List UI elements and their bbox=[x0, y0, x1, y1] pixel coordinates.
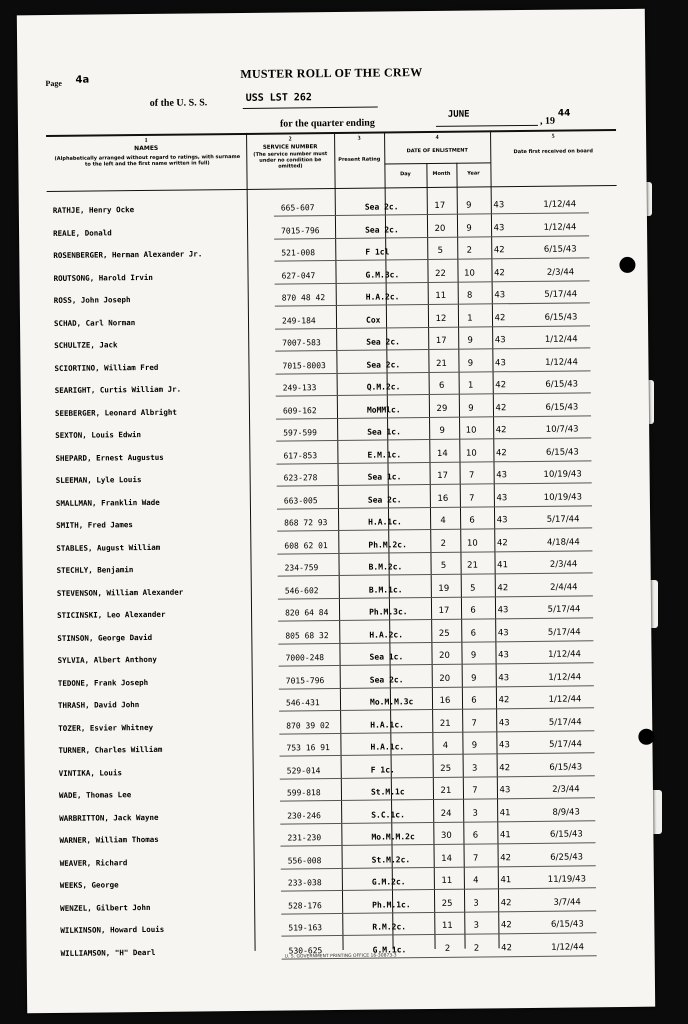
rating-col-title: Present Rating bbox=[338, 156, 381, 163]
service-number: 234-759 bbox=[284, 563, 319, 573]
crew-name: STECHLY, Benjamin bbox=[56, 565, 134, 575]
crew-name: SCHULTZE, Jack bbox=[54, 340, 118, 350]
enlistment-day: 25 bbox=[441, 898, 453, 909]
date-received: 5/17/44 bbox=[546, 514, 580, 525]
present-rating: H.A.2c. bbox=[369, 629, 404, 640]
service-number: 597-599 bbox=[283, 428, 317, 438]
service-number: 609-162 bbox=[282, 405, 317, 416]
date-received: 6/15/43 bbox=[549, 761, 583, 773]
enlistment-month: 6 bbox=[470, 628, 477, 639]
service-number: 7000-248 bbox=[285, 653, 325, 663]
enlistment-month: 6 bbox=[471, 695, 477, 706]
enlistment-year: 42 bbox=[498, 695, 510, 706]
date-received: 6/15/43 bbox=[543, 244, 577, 255]
crew-name: REALE, Donald bbox=[53, 227, 112, 238]
received-col-number: 5 bbox=[551, 133, 555, 140]
enlistment-day: 17 bbox=[437, 470, 449, 481]
enlistment-col-number: 4 bbox=[435, 134, 439, 141]
enlistment-month: 2 bbox=[466, 245, 473, 256]
enlistment-year: 42 bbox=[495, 447, 507, 458]
ship-name: USS LST 262 bbox=[245, 92, 312, 104]
enlistment-year: 42 bbox=[495, 402, 507, 413]
service-number: 870 39 02 bbox=[286, 720, 330, 731]
enlistment-year: 42 bbox=[499, 762, 511, 773]
present-rating: E.M.1c. bbox=[367, 449, 402, 460]
date-received: 2/3/44 bbox=[552, 784, 580, 795]
enlistment-month: 10 bbox=[464, 268, 475, 279]
crew-name: TEDONE, Frank Joseph bbox=[57, 677, 149, 688]
crew-name: WARBRITTON, Jack Wayne bbox=[59, 812, 159, 823]
service-col-title: SERVICE NUMBER bbox=[262, 144, 318, 151]
enlistment-day: 11 bbox=[441, 920, 453, 931]
service-number: 7015-796 bbox=[285, 675, 325, 686]
enlistment-year: 42 bbox=[494, 267, 505, 278]
date-received: 5/17/44 bbox=[548, 716, 582, 728]
enlistment-month: 21 bbox=[467, 560, 479, 571]
enlistment-year: 43 bbox=[498, 740, 510, 751]
present-rating: B.M.1c. bbox=[368, 584, 403, 595]
present-rating: F 1c. bbox=[370, 764, 395, 775]
present-rating: Sea 2c. bbox=[366, 337, 400, 347]
date-received: 1/12/44 bbox=[544, 334, 578, 345]
service-number: 528-176 bbox=[288, 900, 322, 911]
enlistment-day: 30 bbox=[440, 830, 452, 841]
service-number: 546-431 bbox=[285, 698, 320, 708]
date-received: 6/15/43 bbox=[545, 446, 579, 458]
enlistment-year: 42 bbox=[500, 852, 512, 863]
crew-name: RATHJE, Henry Ocke bbox=[52, 205, 135, 215]
enlistment-year: 43 bbox=[497, 627, 509, 638]
enlistment-month: 10 bbox=[465, 448, 477, 459]
enlistment-year: 41 bbox=[497, 560, 509, 571]
service-number: 529-014 bbox=[286, 765, 321, 776]
present-rating: St.M.1c bbox=[370, 787, 405, 797]
enlistment-day: 17 bbox=[434, 200, 446, 211]
quarter-underline bbox=[436, 125, 538, 127]
crew-name: ROSENBERGER, Herman Alexander Jr. bbox=[53, 249, 203, 260]
date-received: 11/19/43 bbox=[547, 874, 587, 885]
enlistment-year: 42 bbox=[496, 537, 508, 548]
enlistment-day: 2 bbox=[444, 943, 451, 954]
service-number: 868 72 93 bbox=[284, 518, 328, 528]
service-number: 608 62 01 bbox=[284, 540, 328, 551]
enlistment-day: 24 bbox=[440, 808, 452, 819]
crew-name: VINTIKA, Louis bbox=[58, 767, 122, 778]
crew-name: STINSON, George David bbox=[57, 632, 153, 643]
present-rating: R.M.2c. bbox=[372, 922, 407, 932]
crew-name: ROSS, John Joseph bbox=[53, 295, 131, 305]
enlistment-month: 6 bbox=[472, 830, 479, 841]
enlistment-year: 43 bbox=[494, 290, 506, 301]
page-number: 4a bbox=[75, 74, 90, 86]
present-rating: St.M.2c. bbox=[371, 854, 411, 865]
enlistment-year: 43 bbox=[498, 650, 509, 661]
present-rating: Ph.M.1c. bbox=[372, 899, 411, 910]
enlistment-year: 42 bbox=[493, 245, 505, 256]
date-received: 2/3/44 bbox=[546, 266, 575, 278]
crew-name: SYLVIA, Albert Anthony bbox=[57, 654, 157, 665]
date-received: 3/7/44 bbox=[553, 896, 581, 908]
present-rating: F 1cl bbox=[365, 247, 390, 257]
enlistment-month: 7 bbox=[468, 470, 475, 481]
page-label: Page bbox=[45, 78, 62, 89]
crew-name: WEEKS, George bbox=[59, 880, 119, 890]
present-rating: H.A.1c. bbox=[368, 517, 402, 527]
enlistment-day: 6 bbox=[438, 380, 445, 391]
enlistment-day: 5 bbox=[440, 560, 447, 571]
crew-name: STABLES, August William bbox=[56, 542, 161, 553]
service-number: 521-008 bbox=[281, 248, 316, 258]
enlistment-month: 9 bbox=[470, 673, 477, 684]
service-number: 7015-796 bbox=[281, 225, 320, 236]
enlistment-month: 5 bbox=[470, 583, 476, 594]
names-col-note: (Alphabetically arranged without regard to ratings, with surname to the left and the first name written in full) bbox=[54, 153, 241, 168]
present-rating: Mo.M.M.3c bbox=[369, 697, 414, 707]
present-rating: Sea 2c. bbox=[365, 224, 399, 235]
crew-name: SHEPARD, Ernest Augustus bbox=[55, 452, 164, 463]
service-number: 556-008 bbox=[287, 855, 322, 866]
enlistment-year: 41 bbox=[500, 875, 512, 886]
date-received: 10/7/43 bbox=[545, 424, 579, 435]
service-col-note: (The service number must under no condition be omitted) bbox=[253, 151, 328, 170]
enlistment-year-header: Year bbox=[467, 170, 480, 177]
present-rating: Q.M.2c. bbox=[366, 382, 401, 392]
crew-name: SEARIGHT, Curtis William Jr. bbox=[54, 384, 182, 395]
date-received: 6/15/43 bbox=[550, 919, 584, 930]
service-col-number: 2 bbox=[288, 136, 292, 143]
names-col-title: NAMES bbox=[134, 144, 159, 153]
enlistment-year: 42 bbox=[500, 897, 512, 908]
enlistment-month: 1 bbox=[467, 313, 473, 324]
crew-name: WADE, Thomas Lee bbox=[58, 790, 132, 800]
crew-name: THRASH, David John bbox=[57, 700, 140, 710]
present-rating: Ph.M.3c. bbox=[369, 607, 408, 617]
date-received: 10/19/43 bbox=[543, 491, 583, 503]
enlistment-year: 41 bbox=[499, 830, 511, 841]
date-received: 1/12/44 bbox=[543, 199, 577, 210]
enlistment-year: 43 bbox=[496, 492, 508, 503]
service-number: 519-163 bbox=[288, 923, 323, 933]
service-number: 231-230 bbox=[287, 833, 322, 843]
crew-name: STEVENSON, William Alexander bbox=[56, 587, 184, 598]
enlistment-month: 10 bbox=[466, 538, 478, 549]
enlistment-day: 4 bbox=[440, 515, 446, 526]
enlistment-year: 42 bbox=[500, 920, 512, 931]
enlistment-month: 9 bbox=[467, 335, 473, 346]
enlistment-month: 7 bbox=[471, 718, 477, 729]
present-rating: Sea 2c. bbox=[364, 202, 399, 212]
date-received: 1/12/44 bbox=[545, 356, 578, 368]
crew-name: SLEEMAN, Lyle Louis bbox=[55, 475, 142, 485]
year-value: 44 bbox=[557, 108, 571, 119]
enlistment-month: 9 bbox=[470, 650, 477, 661]
enlistment-year: 43 bbox=[494, 357, 506, 368]
enlistment-day: 20 bbox=[439, 673, 451, 684]
enlistment-day: 25 bbox=[440, 763, 452, 774]
service-number: 230-246 bbox=[287, 810, 321, 821]
enlistment-day: 16 bbox=[437, 493, 449, 504]
present-rating: G.M.2c. bbox=[371, 877, 406, 887]
present-rating: H.A.1c. bbox=[370, 719, 405, 730]
enlistment-year: 42 bbox=[495, 380, 507, 391]
enlistment-col-title: DATE OF ENLISTMENT bbox=[406, 147, 468, 155]
enlistment-month: 6 bbox=[470, 605, 476, 616]
present-rating: Sea 2c. bbox=[366, 359, 401, 370]
crew-name: WARNER, William Thomas bbox=[59, 834, 159, 845]
date-received: 1/12/44 bbox=[548, 649, 581, 660]
enlistment-day: 20 bbox=[434, 223, 446, 234]
ship-underline bbox=[243, 107, 378, 109]
date-received: 5/17/44 bbox=[547, 626, 581, 638]
date-received: 5/17/44 bbox=[547, 604, 581, 615]
crew-name: SCHAD, Carl Norman bbox=[53, 317, 136, 328]
enlistment-month: 3 bbox=[473, 920, 480, 931]
enlistment-month: 2 bbox=[473, 943, 480, 954]
crew-name: WEAVER, Richard bbox=[59, 857, 128, 868]
present-rating: Sea 2c. bbox=[367, 494, 402, 505]
enlistment-month: 9 bbox=[467, 358, 474, 369]
enlistment-month: 3 bbox=[471, 763, 478, 774]
service-number: 7015-8003 bbox=[282, 360, 326, 371]
date-received: 10/19/43 bbox=[543, 469, 582, 480]
muster-roll-page bbox=[17, 9, 655, 1014]
enlistment-year: 43 bbox=[498, 717, 510, 728]
present-rating: B.M.2c. bbox=[368, 562, 403, 572]
date-received: 6/15/43 bbox=[549, 829, 583, 840]
enlistment-month-header: Month bbox=[432, 170, 451, 177]
received-col-title: Date first received on board bbox=[513, 148, 593, 156]
service-number: 870 48 42 bbox=[281, 293, 326, 303]
service-number: 599-818 bbox=[286, 788, 321, 798]
enlistment-day: 19 bbox=[438, 583, 450, 594]
enlistment-day: 21 bbox=[439, 718, 451, 729]
enlistment-month: 3 bbox=[472, 808, 478, 819]
date-received: 6/25/43 bbox=[550, 851, 584, 863]
crew-name: SEXTON, Louis Edwin bbox=[55, 430, 142, 440]
present-rating: Cox bbox=[365, 315, 381, 325]
enlistment-day-header: Day bbox=[400, 171, 411, 178]
enlistment-day: 11 bbox=[441, 875, 453, 886]
enlistment-day: 22 bbox=[435, 268, 446, 279]
crew-name: STICINSKI, Leo Alexander bbox=[57, 609, 166, 620]
date-received: 4/18/44 bbox=[546, 536, 580, 548]
enlistment-day: 14 bbox=[436, 448, 448, 459]
crew-name: SMITH, Fred James bbox=[56, 520, 133, 530]
enlistment-month: 9 bbox=[466, 223, 472, 234]
enlistment-month: 7 bbox=[472, 853, 479, 864]
date-received: 1/12/44 bbox=[551, 941, 585, 953]
crew-name: WILKINSON, Howard Louis bbox=[60, 924, 165, 935]
service-number: 623-278 bbox=[283, 473, 318, 483]
crew-name: SMALLMAN, Franklin Wade bbox=[55, 497, 160, 508]
crew-name: TURNER, Charles William bbox=[58, 744, 163, 755]
service-number: 753 16 91 bbox=[286, 743, 330, 753]
enlistment-month: 10 bbox=[465, 425, 477, 436]
present-rating: Sea 1c. bbox=[367, 427, 401, 437]
ship-label: of the U. S. S. bbox=[149, 97, 208, 109]
enlistment-day: 16 bbox=[439, 695, 451, 706]
enlistment-year: 43 bbox=[494, 335, 506, 346]
enlistment-year: 43 bbox=[496, 470, 508, 481]
enlistment-month: 3 bbox=[473, 898, 479, 909]
present-rating: Mo.M.M.2c bbox=[371, 832, 415, 842]
date-received: 2/3/44 bbox=[549, 559, 578, 570]
date-received: 6/15/43 bbox=[545, 379, 579, 390]
enlistment-year: 43 bbox=[493, 222, 505, 233]
enlistment-month: 7 bbox=[472, 785, 478, 796]
quarter-label: for the quarter ending bbox=[279, 117, 375, 130]
service-number: 7007-583 bbox=[282, 338, 321, 348]
enlistment-day: 14 bbox=[441, 853, 453, 864]
service-number: 249-133 bbox=[282, 383, 317, 393]
present-rating: MoMMlc. bbox=[366, 404, 401, 415]
enlistment-month: 6 bbox=[469, 515, 475, 526]
enlistment-month: 8 bbox=[466, 290, 473, 301]
enlistment-year: 42 bbox=[495, 425, 507, 436]
enlistment-day: 29 bbox=[436, 403, 448, 414]
present-rating: G.M.3c. bbox=[365, 269, 400, 280]
enlistment-year: 43 bbox=[498, 672, 510, 683]
enlistment-day: 21 bbox=[435, 358, 447, 369]
service-number: 530-625 bbox=[288, 945, 323, 956]
enlistment-year: 43 bbox=[496, 515, 508, 526]
crew-name: WILLIAMSON, "H" Dearl bbox=[60, 947, 156, 958]
service-number: 617-853 bbox=[283, 450, 318, 461]
service-number: 627-047 bbox=[281, 270, 316, 281]
present-rating: Ph.M.2c. bbox=[368, 539, 407, 550]
enlistment-day: 21 bbox=[440, 785, 452, 796]
service-number: 233-038 bbox=[287, 878, 322, 888]
enlistment-year: 43 bbox=[497, 605, 509, 616]
service-number: 820 64 84 bbox=[285, 608, 329, 618]
present-rating: S.C.1c. bbox=[371, 809, 405, 820]
enlistment-year: 42 bbox=[497, 582, 509, 593]
names-col-number: 1 bbox=[144, 137, 148, 144]
crew-name: TOZER, Esvier Whitney bbox=[58, 722, 154, 733]
service-number: 663-005 bbox=[283, 495, 318, 506]
enlistment-month: 9 bbox=[468, 403, 474, 414]
date-received: 1/12/44 bbox=[548, 671, 582, 683]
crew-name: SCIORTINO, William Fred bbox=[54, 362, 159, 373]
date-received: 1/12/44 bbox=[543, 221, 577, 233]
enlistment-day: 25 bbox=[438, 628, 450, 639]
enlistment-subrule bbox=[384, 162, 490, 164]
rating-col-number: 3 bbox=[357, 135, 361, 142]
enlistment-month: 7 bbox=[469, 493, 475, 504]
date-received: 8/9/43 bbox=[552, 806, 580, 818]
enlistment-month: 9 bbox=[466, 200, 472, 211]
enlistment-day: 12 bbox=[435, 313, 447, 324]
enlistment-month: 4 bbox=[473, 875, 479, 886]
printing-office-footer: U. S. GOVERNMENT PRINTING OFFICE 16-30873-3 bbox=[284, 953, 397, 960]
date-received: 5/17/44 bbox=[544, 289, 578, 300]
quarter-value: JUNE bbox=[447, 109, 470, 120]
enlistment-year: 42 bbox=[494, 312, 506, 323]
date-received: 6/15/43 bbox=[544, 311, 578, 323]
enlistment-day: 9 bbox=[439, 425, 445, 436]
date-received: 6/15/43 bbox=[545, 401, 579, 413]
service-number: 249-184 bbox=[281, 315, 316, 326]
enlistment-year: 43 bbox=[499, 785, 511, 796]
date-received: 1/12/44 bbox=[548, 694, 582, 705]
present-rating: Sea 1c. bbox=[367, 472, 402, 482]
enlistment-day: 4 bbox=[442, 740, 449, 751]
present-rating: H.A.1c. bbox=[370, 742, 405, 752]
enlistment-day: 2 bbox=[440, 538, 447, 549]
present-rating: G.M.1c. bbox=[372, 944, 407, 955]
crew-name: SEEBERGER, Leonard Albright bbox=[54, 407, 177, 418]
present-rating: Sea 2c. bbox=[369, 674, 404, 685]
enlistment-day: 17 bbox=[438, 605, 450, 616]
crew-name: ROUTSONG, Harold Irvin bbox=[53, 272, 153, 283]
present-rating: Sea 1c. bbox=[369, 652, 404, 662]
page-title: MUSTER ROLL OF THE CREW bbox=[240, 65, 423, 81]
service-number: 665-607 bbox=[280, 203, 315, 213]
enlistment-day: 20 bbox=[439, 650, 450, 661]
enlistment-month: 1 bbox=[467, 380, 474, 391]
enlistment-day: 17 bbox=[435, 335, 447, 346]
enlistment-year: 41 bbox=[499, 807, 511, 818]
enlistment-year: 43 bbox=[493, 200, 505, 211]
enlistment-day: 11 bbox=[435, 290, 447, 301]
enlistment-day: 5 bbox=[437, 245, 444, 256]
date-received: 5/17/44 bbox=[549, 739, 582, 750]
present-rating: H.A.2c. bbox=[365, 292, 400, 302]
year-label: , 19 bbox=[539, 115, 555, 127]
service-number: 546-602 bbox=[284, 585, 319, 596]
date-received: 2/4/44 bbox=[550, 581, 578, 593]
service-number: 805 68 32 bbox=[285, 630, 329, 641]
enlistment-year: 42 bbox=[501, 942, 513, 953]
enlistment-month: 9 bbox=[471, 740, 478, 751]
crew-name: WENZEL, Gilbert John bbox=[60, 902, 151, 913]
